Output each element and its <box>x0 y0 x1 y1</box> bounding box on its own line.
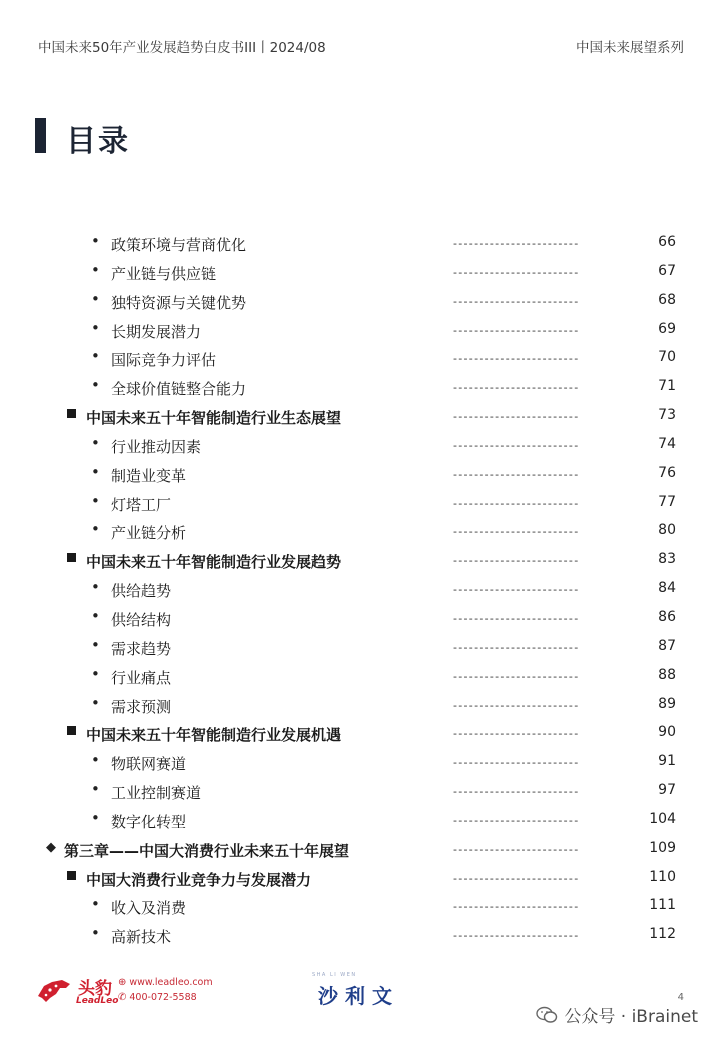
square-bullet-icon <box>67 726 76 735</box>
toc-page-number: 83 <box>658 551 676 568</box>
toc-label: 需求趋势 <box>111 639 172 658</box>
bullet-icon: • <box>91 491 100 510</box>
square-bullet-icon <box>67 871 76 880</box>
toc-page-number: 70 <box>658 349 676 366</box>
toc-leader: ------------------------ <box>453 237 580 250</box>
toc-item[interactable] <box>0 344 720 373</box>
toc-item[interactable] <box>0 633 720 662</box>
toc-leader: ------------------------ <box>453 525 580 539</box>
toc-section[interactable] <box>0 719 720 748</box>
toc-leader: ------------------------ <box>453 871 580 885</box>
toc-label: 长期发展潜力 <box>111 322 202 341</box>
bullet-icon: • <box>91 924 100 943</box>
globe-icon: ⊕ <box>118 977 127 988</box>
toc-page-number: 87 <box>658 637 676 654</box>
toc-section[interactable] <box>0 864 720 893</box>
toc-label: 供给结构 <box>111 610 172 629</box>
title-accent-bar <box>35 118 46 153</box>
toc-item[interactable] <box>0 229 720 258</box>
toc-label: 中国未来五十年智能制造行业发展机遇 <box>86 726 342 745</box>
toc-item[interactable] <box>0 691 720 720</box>
toc-page-number: 67 <box>658 262 676 279</box>
toc-item[interactable] <box>0 604 720 633</box>
toc-label: 高新技术 <box>111 928 172 947</box>
toc-page-number: 71 <box>658 378 676 395</box>
toc-page-number: 88 <box>658 666 676 683</box>
toc-label: 产业链与供应链 <box>111 264 217 283</box>
bullet-icon: • <box>91 578 100 597</box>
leopard-logo-icon <box>36 976 72 1004</box>
bullet-icon: • <box>91 462 100 481</box>
watermark <box>536 1002 698 1027</box>
square-bullet-icon <box>67 409 76 418</box>
toc-page-number: 76 <box>658 464 676 481</box>
toc-item[interactable] <box>0 806 720 835</box>
toc-leader: ------------------------ <box>453 842 580 856</box>
toc-leader: ------------------------ <box>453 467 580 481</box>
square-bullet-icon <box>67 553 76 562</box>
bullet-icon: • <box>91 289 100 308</box>
page-title: 目录 <box>66 124 130 159</box>
logo-text-cn: 头豹 <box>78 979 112 999</box>
toc-leader: ------------------------ <box>453 929 580 943</box>
toc-label: 工业控制赛道 <box>111 784 202 803</box>
toc-item[interactable] <box>0 892 720 921</box>
toc-item[interactable] <box>0 460 720 489</box>
toc-leader: ------------------------ <box>453 583 580 597</box>
toc-page-number: 77 <box>658 493 676 510</box>
toc-label: 中国未来五十年智能制造行业发展趋势 <box>86 553 342 572</box>
toc-label: 收入及消费 <box>111 899 187 918</box>
bullet-icon: • <box>91 260 100 279</box>
bullet-icon: • <box>91 780 100 799</box>
bullet-icon: • <box>91 808 100 827</box>
toc-label: 数字化转型 <box>111 812 187 831</box>
toc-page-number: 80 <box>658 522 676 539</box>
header-report-title: 中国未来50年产业发展趋势白皮书III丨2024/08 <box>38 40 326 56</box>
bullet-icon: • <box>91 664 100 683</box>
bullet-icon: • <box>91 693 100 712</box>
toc-page-number: 73 <box>658 407 676 424</box>
toc-label: 制造业变革 <box>111 466 187 485</box>
toc-label: 灯塔工厂 <box>111 495 172 514</box>
toc-page-number: 90 <box>658 724 676 741</box>
toc-item[interactable] <box>0 662 720 691</box>
toc-label: 供给趋势 <box>111 582 172 601</box>
toc-page-number: 89 <box>658 695 676 712</box>
toc-item[interactable] <box>0 431 720 460</box>
toc-leader: ------------------------ <box>453 410 580 424</box>
toc-leader: ------------------------ <box>453 294 580 308</box>
toc-label: 需求预测 <box>111 697 172 716</box>
brand-logo: 沙利文 <box>318 984 399 1008</box>
toc-leader: ------------------------ <box>453 265 580 279</box>
toc-label: 行业推动因素 <box>111 437 202 456</box>
page-number: 4 <box>677 992 684 1003</box>
toc-leader: ------------------------ <box>453 813 580 827</box>
toc-leader: ------------------------ <box>453 323 580 337</box>
toc-chapter[interactable] <box>0 835 720 864</box>
toc-item[interactable] <box>0 258 720 287</box>
toc-item[interactable] <box>0 373 720 402</box>
toc-item[interactable] <box>0 517 720 546</box>
toc-label: 独特资源与关键优势 <box>111 293 247 312</box>
toc-label: 行业痛点 <box>111 668 172 687</box>
toc-page-number: 68 <box>658 291 676 308</box>
wechat-icon <box>536 1006 558 1024</box>
phone-icon: ✆ <box>118 992 127 1003</box>
bullet-icon: • <box>91 376 100 395</box>
toc-page-number: 112 <box>649 926 676 943</box>
toc-leader: ------------------------ <box>453 727 580 741</box>
toc-leader: ------------------------ <box>453 554 580 568</box>
toc-item[interactable] <box>0 777 720 806</box>
footer <box>0 960 720 1040</box>
toc-leader: ------------------------ <box>453 785 580 799</box>
toc-page-number: 104 <box>649 810 676 827</box>
toc-page-number: 110 <box>649 868 676 885</box>
toc-item[interactable] <box>0 489 720 518</box>
phone <box>118 992 197 1003</box>
bullet-icon: • <box>91 635 100 654</box>
toc-leader: ------------------------ <box>453 438 580 452</box>
bullet-icon: • <box>91 232 100 250</box>
diamond-bullet-icon: ◆ <box>46 839 56 855</box>
toc-label: 国际竞争力评估 <box>111 351 217 370</box>
toc-page-number: 86 <box>658 608 676 625</box>
toc-label: 产业链分析 <box>111 524 187 543</box>
toc-page-number: 109 <box>649 839 676 856</box>
toc-leader: ------------------------ <box>453 352 580 366</box>
toc-leader: ------------------------ <box>453 611 580 625</box>
toc-leader: ------------------------ <box>453 698 580 712</box>
bullet-icon: • <box>91 318 100 337</box>
bullet-icon: • <box>91 520 100 539</box>
toc-page-number: 84 <box>658 580 676 597</box>
bullet-icon: • <box>91 347 100 366</box>
brand-subtitle: SHA LI WEN <box>312 972 357 978</box>
logo-text-en: LeadLeo <box>76 996 119 1006</box>
toc-page-number: 74 <box>658 435 676 452</box>
bullet-icon: • <box>91 433 100 452</box>
bullet-icon: • <box>91 606 100 625</box>
toc-leader: ------------------------ <box>453 381 580 395</box>
bullet-icon: • <box>91 751 100 770</box>
toc-item[interactable] <box>0 287 720 316</box>
toc-item[interactable] <box>0 921 720 950</box>
toc-leader: ------------------------ <box>453 640 580 654</box>
toc-leader: ------------------------ <box>453 496 580 510</box>
toc-leader: ------------------------ <box>453 900 580 914</box>
toc-label: 第三章——中国大消费行业未来五十年展望 <box>64 841 350 860</box>
toc-item[interactable] <box>0 316 720 345</box>
watermark-text: 公众号 · iBrainet <box>564 1007 698 1027</box>
toc-label: 中国未来五十年智能制造行业生态展望 <box>86 409 342 428</box>
bullet-icon: • <box>91 895 100 914</box>
website[interactable] <box>118 977 213 988</box>
toc-page-number: 97 <box>658 782 676 799</box>
toc-item[interactable] <box>0 575 720 604</box>
toc-page-number: 69 <box>658 320 676 337</box>
toc-label: 物联网赛道 <box>111 755 187 774</box>
toc-leader: ------------------------ <box>453 669 580 683</box>
toc-label: 中国大消费行业竞争力与发展潜力 <box>86 870 312 889</box>
website-text: www.leadleo.com <box>129 977 213 988</box>
toc-section[interactable] <box>0 546 720 575</box>
toc-leader: ------------------------ <box>453 756 580 770</box>
toc-label: 政策环境与营商优化 <box>111 236 247 254</box>
toc-page-number: 66 <box>658 234 676 250</box>
header-series-name: 中国未来展望系列 <box>576 40 684 56</box>
toc-page-number: 111 <box>649 897 676 914</box>
toc-page-number: 91 <box>658 753 676 770</box>
toc-item[interactable] <box>0 748 720 777</box>
toc-section[interactable] <box>0 402 720 431</box>
toc-label: 全球价值链整合能力 <box>111 380 247 399</box>
phone-text: 400-072-5588 <box>129 992 197 1003</box>
table-of-contents <box>0 229 720 950</box>
